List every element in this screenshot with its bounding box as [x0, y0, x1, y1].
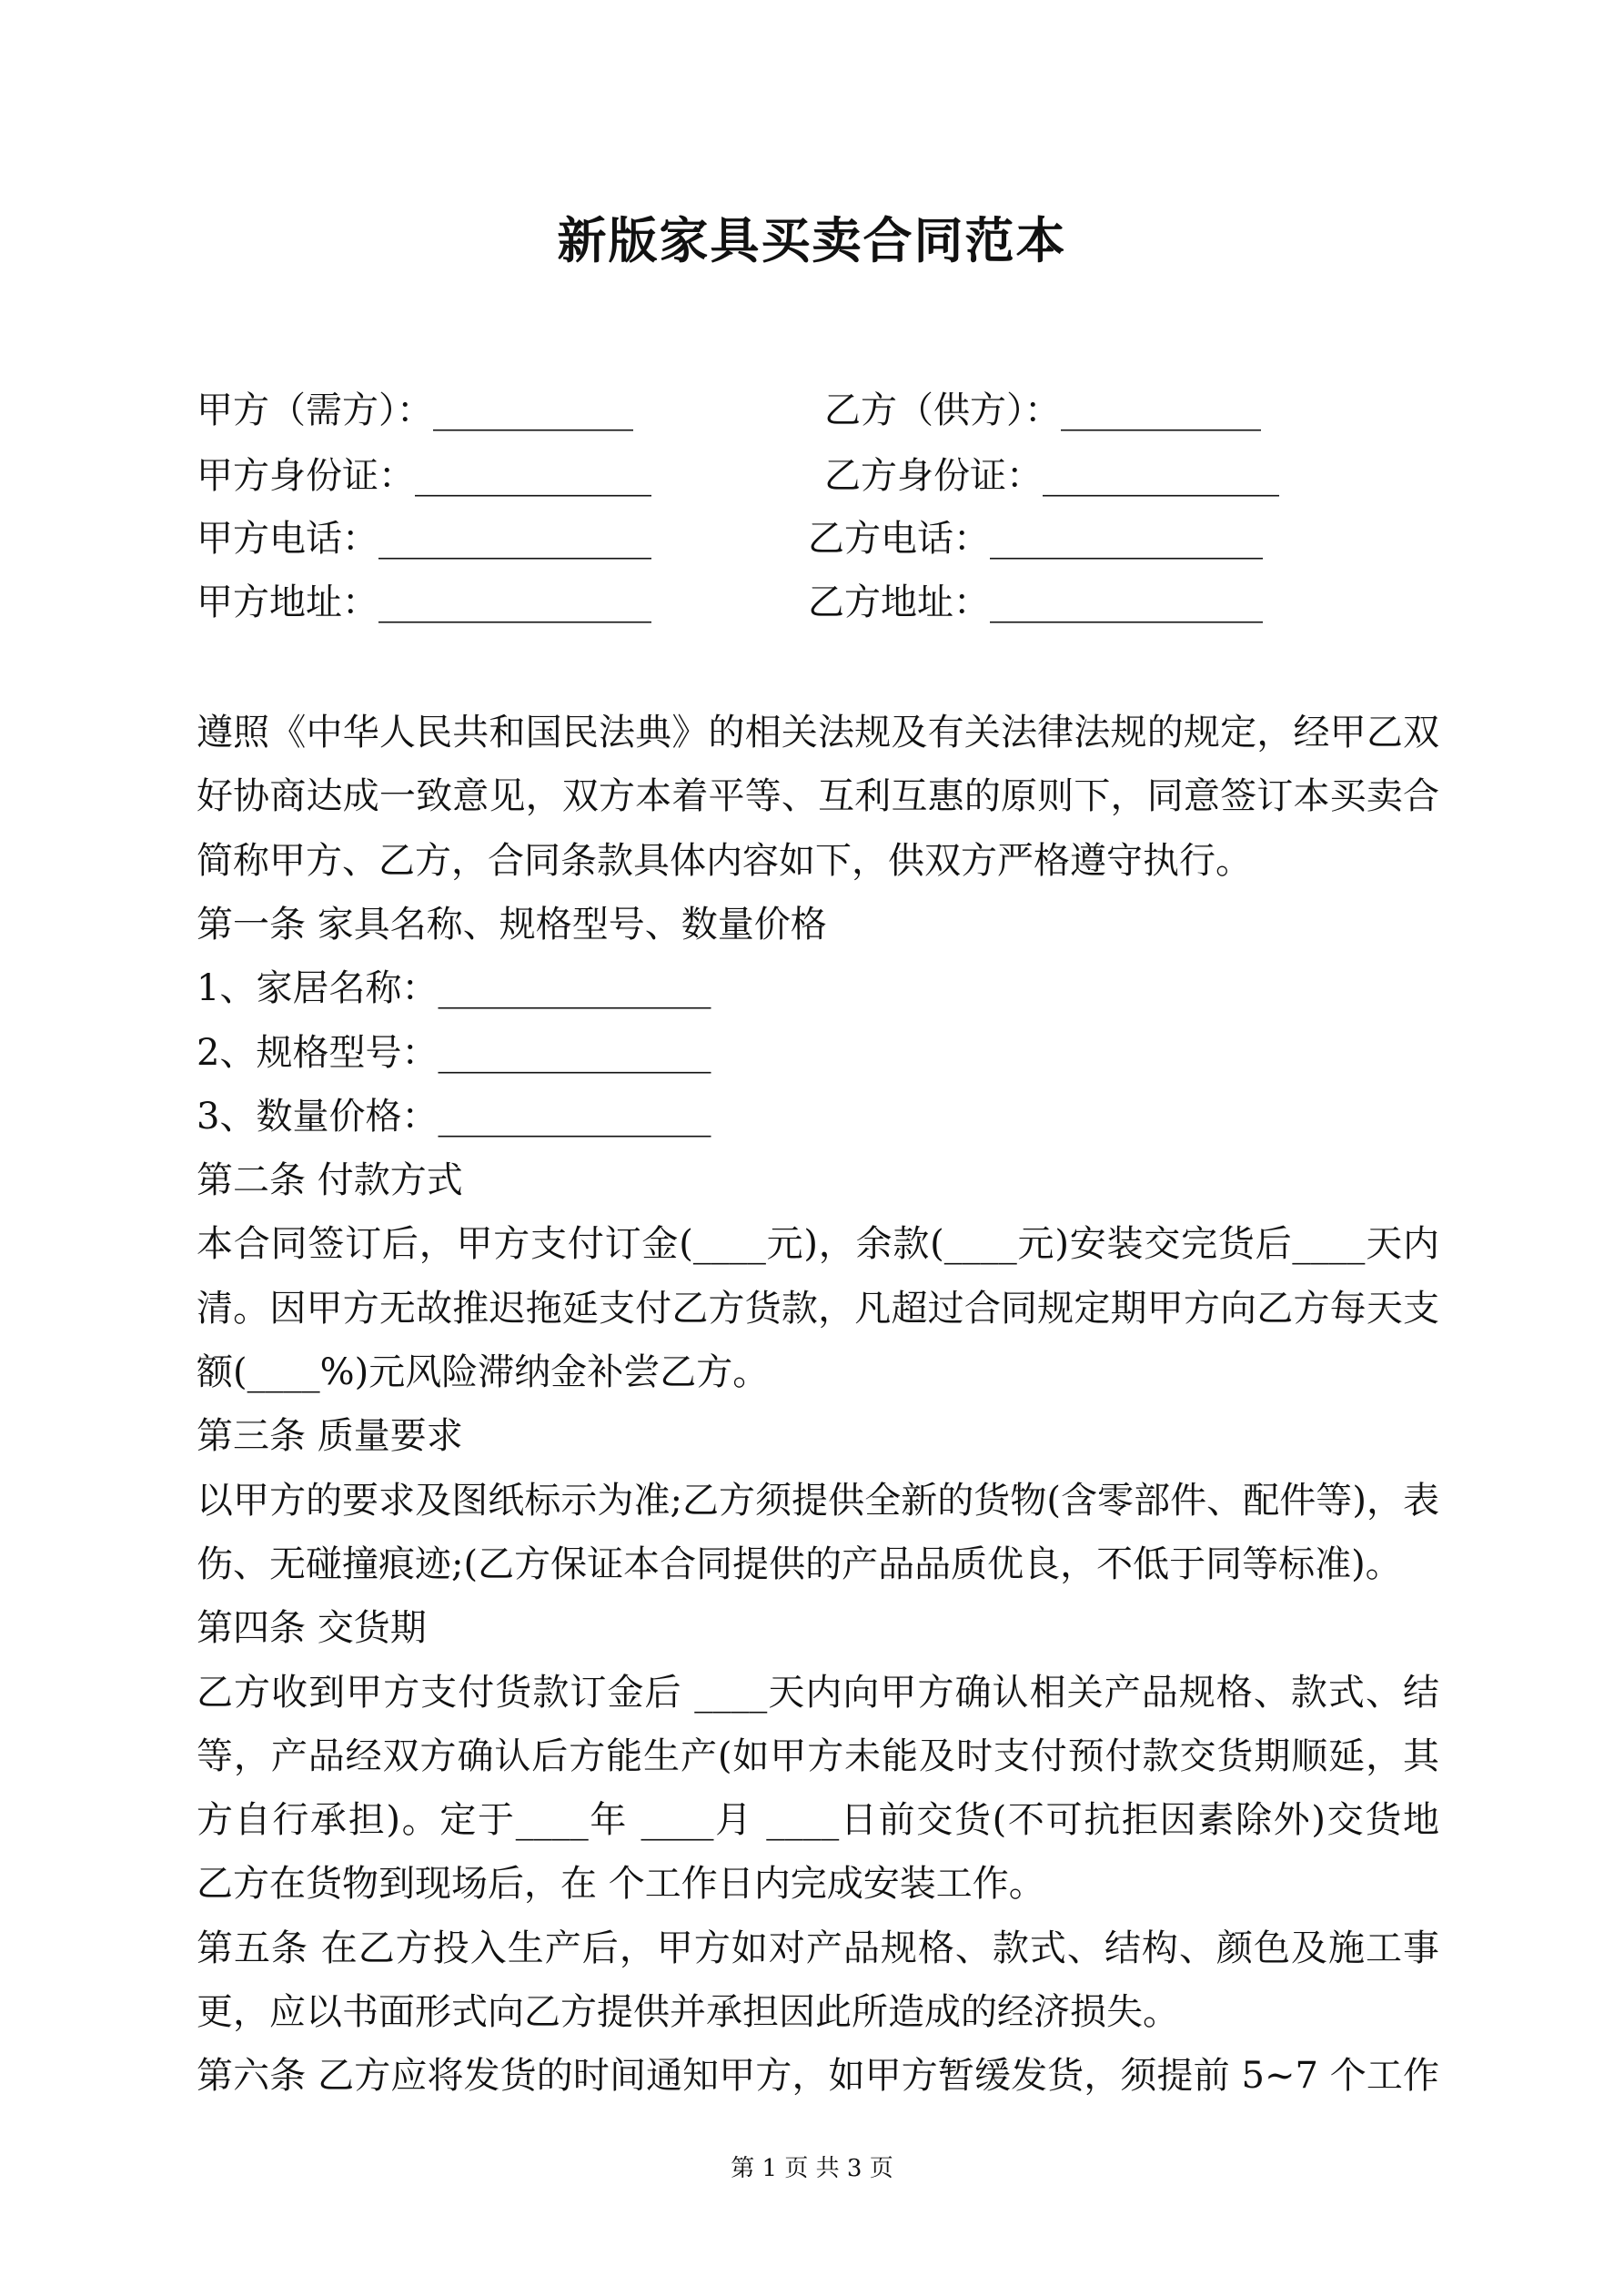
party-a-field: 甲方身份证：_____________	[197, 455, 651, 497]
party-a-field: 甲方电话：_______________	[197, 518, 651, 560]
body-line: 简称甲方、乙方，合同条款具体内容如下，供双方严格遵守执行。	[197, 839, 1252, 882]
body-line: 等，产品经双方确认后方能生产(如甲方未能及时支付预付款交货期顺延，其	[197, 1735, 1439, 1777]
body-line: 好协商达成一致意见，双方本着平等、互利互惠的原则下，同意签订本买卖合	[197, 775, 1439, 818]
party-b-field: 乙方电话：_______________	[808, 518, 1263, 560]
page-footer: 第 1 页 共 3 页	[731, 2155, 893, 2182]
clause-line: 第二条 付款方式	[197, 1159, 463, 1202]
party-b-field: 乙方（供方）：___________	[824, 389, 1261, 431]
body-line: 本合同签订后，甲方支付订金(____元)，余款(____元)安装交完货后____天内	[197, 1223, 1439, 1266]
body-line: 3、数量价格：_______________	[197, 1095, 711, 1138]
body-line: 伤、无碰撞痕迹;(乙方保证本合同提供的产品品质优良，不低于同等标准)。	[197, 1542, 1402, 1585]
body-line: 更，应以书面形式向乙方提供并承担因此所造成的经济损失。	[197, 1991, 1179, 2033]
clause-line: 第一条 家具名称、规格型号、数量价格	[197, 903, 827, 946]
party-b-field: 乙方身份证：_____________	[824, 455, 1279, 497]
body-line: 清。因甲方无故推迟拖延支付乙方货款，凡超过合同规定期甲方向乙方每天支	[197, 1287, 1439, 1330]
body-line: 乙方收到甲方支付货款订金后 ____天内向甲方确认相关产品规格、款式、结	[197, 1671, 1439, 1714]
body-line: 遵照《中华人民共和国民法典》的相关法规及有关法律法规的规定，经甲乙双	[197, 712, 1439, 754]
document-title: 新版家具买卖合同范本	[557, 211, 1067, 269]
party-a-field: 甲方（需方）：___________	[197, 389, 633, 431]
body-line: 以甲方的要求及图纸标示为准;乙方须提供全新的货物(含零部件、配件等)，表	[197, 1479, 1439, 1522]
clause-line: 第五条 在乙方投入生产后，甲方如对产品规格、款式、结构、颜色及施工事	[197, 1927, 1439, 1969]
body-line: 额(____%)元风险滞纳金补尝乙方。	[197, 1351, 770, 1393]
body-line: 乙方在货物到现场后，在 个工作日内完成安装工作。	[197, 1863, 1045, 1906]
body-line: 方自行承担)。定于____年 ____月 ____日前交货(不可抗拒因素除外)交货地	[197, 1799, 1439, 1842]
clause-line: 第六条 乙方应将发货的时间通知甲方，如甲方暂缓发货，须提前 5~7 个工作	[197, 2055, 1439, 2098]
body-line: 1、家居名称：_______________	[197, 967, 711, 1010]
party-a-field: 甲方地址：_______________	[197, 582, 651, 623]
party-b-field: 乙方地址：_______________	[808, 582, 1263, 623]
body-line: 2、规格型号：_______________	[197, 1031, 711, 1074]
clause-line: 第三条 质量要求	[197, 1415, 463, 1458]
clause-line: 第四条 交货期	[197, 1607, 427, 1650]
